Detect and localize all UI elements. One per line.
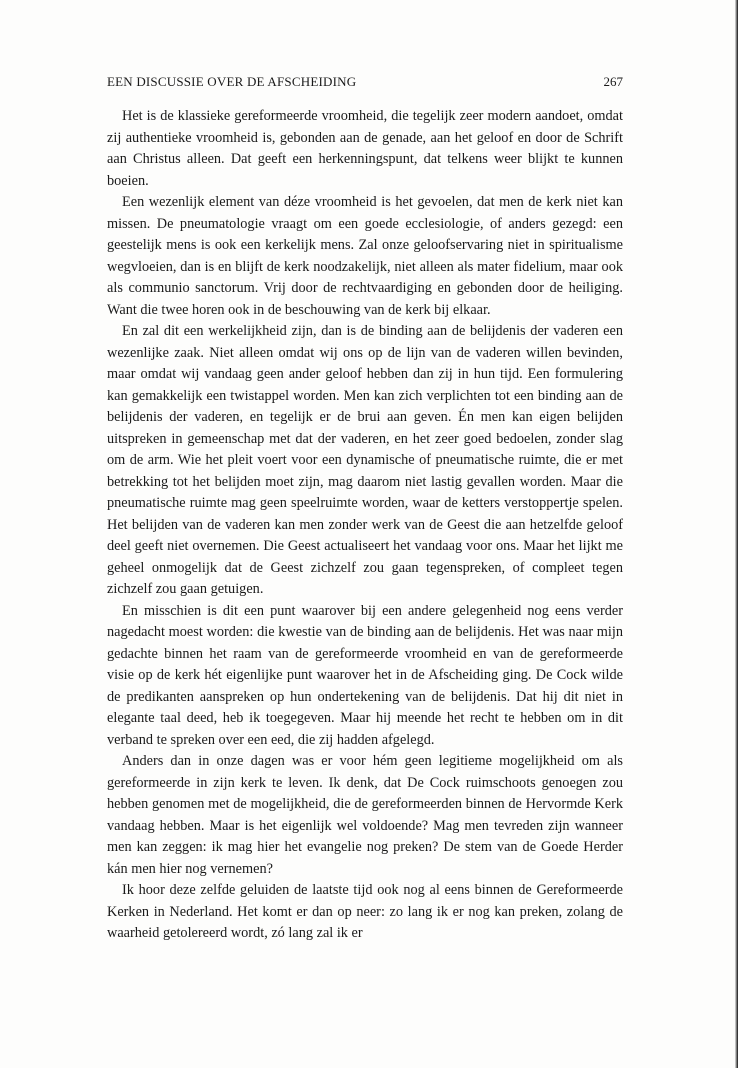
paragraph: Een wezenlijk element van déze vroomheid is het gevoelen, dat men de kerk niet kan missen. De pneumatologie vraagt om een goede ecclesiologie, of anders gezegd: een geestelijk mens is ook een kerkelijk mens. Zal onze geloofservaring niet in spiritualisme wegvloeien, dan is en blijft de kerk noodzakelijk, niet alleen als mater fidelium, maar ook als communio sanctorum. Vrij door de rechtvaardiging en gebonden door de heiliging. Want die twee horen ook in de beschouwing van de kerk bij elkaar. (107, 194, 623, 318)
paragraph: Ik hoor deze zelfde geluiden de laatste tijd ook nog al eens binnen de Gereformeerde Kerken in Nederland. Het komt er dan op neer: zo lang ik er nog kan preken, zolang de waarheid getolereerd wordt, zó lang zal ik er (107, 882, 623, 941)
paragraph: Anders dan in onze dagen was er voor hém geen legitieme mogelijkheid om als gereformeerde in zijn kerk te leven. Ik denk, dat De Cock ruimschoots genoegen zou hebben genomen met de mogelijkheid, die de gereformeerden binnen de Hervormde Kerk vandaag hebben. Maar is het eigenlijk wel voldoende? Mag men tevreden zijn wanneer men kan zeggen: ik mag hier het evangelie nog preken? De stem van de Goede Herder kán men hier nog vernemen? (107, 753, 623, 877)
body-text (107, 106, 623, 945)
paragraph: En misschien is dit een punt waarover bij een andere gelegenheid nog eens verder nagedacht moest worden: die kwestie van de binding aan de belijdenis. Het was naar mijn gedachte binnen het raam van de gereformeerde vroomheid en van de gereformeerde visie op de kerk hét eigenlijke punt waarover het in de Afscheiding ging. De Cock wilde de predikanten aanspreken op hun ondertekening van de belijdenis. Dat hij dit niet in elegante taal deed, heb ik toegegeven. Maar hij meende het recht te hebben om in dit verband te spreken over een eed, die zij hadden afgelegd. (107, 602, 623, 748)
running-head (107, 74, 623, 94)
paragraph: En zal dit een werkelijkheid zijn, dan is de binding aan de belijdenis der vaderen een wezenlijke zaak. Niet alleen omdat wij ons op de lijn van de vaderen willen bevinden, maar omdat wij vandaag geen ander geloof hebben dan zij in hun tijd. Een formulering kan gemakkelijk een twistappel worden. Men kan zich verplichten tot een binding aan de belijdenis der vaderen, en tegelijk er de brui aan geven. Én men kan eigen belijden uitspreken in gemeenschap met dat der vaderen, en het zeer goed bedoelen, zonder slag om de arm. Wie het pleit voert voor een dynamische of pneumatische ruimte, die er met betrekking tot het belijden moet zijn, mag daarom niet lastig gevallen worden. Maar die pneumatische ruimte mag geen speelruimte worden, waar de ketters verstoppertje spelen. Het belijden van de vaderen kan men zonder werk van de Geest die aan hetzelfde geloof deel geeft niet overnemen. Die Geest actualiseert het vandaag voor ons. Maar het lijkt me geheel onmogelijk dat de Geest zichzelf zou gaan tegenspreken, of compleet tegen zichzelf zou gaan getuigen. (107, 323, 623, 597)
page-number: 267 (603, 74, 623, 89)
running-title: EEN DISCUSSIE OVER DE AFSCHEIDING (107, 74, 357, 89)
paragraph: Het is de klassieke gereformeerde vroomheid, die tegelijk zeer modern aandoet, omdat zij authentieke vroomheid is, gebonden aan de genade, aan het geloof en door de Schrift aan Christus alleen. Dat geeft een herkenningspunt, dat telkens weer blijkt te kunnen boeien. (107, 108, 623, 189)
